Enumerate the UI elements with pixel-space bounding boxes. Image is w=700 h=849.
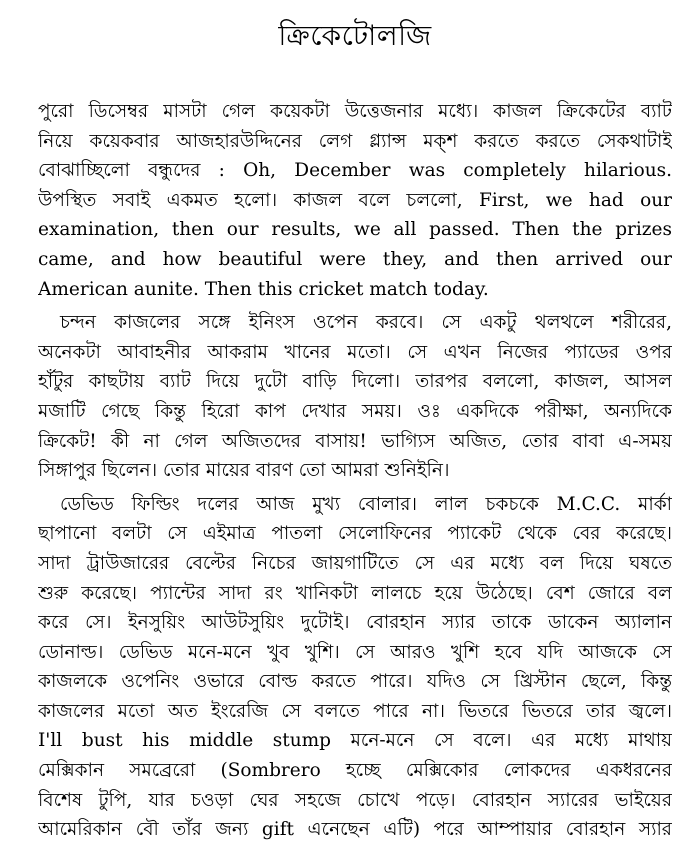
text-line: মেক্সিকান সমব্রেরো (Sombrero হচ্ছে মেক্সিকোর লোকদের একধরনের — [38, 760, 672, 782]
text-line: উপস্থিত সবাই একমত হলো। কাজল বলে চললো, First, we had our — [38, 189, 672, 211]
text-line: সিঙ্গাপুর ছিলেন। তোর মায়ের বারণ তো আমরা শুনিইনি। — [38, 460, 450, 482]
paragraph-2 — [38, 308, 672, 486]
text-line: করে সে। ইনসুয়িং আউটসুয়িং দুটোই। বোরহান স্যার তাকে ডাকেন অ্যালান — [38, 612, 672, 634]
text-line: কাজলকে ওপেনিং ওভারে বোল্ড করতে পারে। যদিও সে খ্রিস্টান ছেলে, কিন্তু — [38, 671, 672, 693]
paragraph-3 — [38, 490, 672, 845]
text-line: examination, then our results, we all passed. Then the prizes — [38, 219, 672, 241]
text-line: ছাপানো বলটা সে এইমাত্র পাতলা সেলোফিনের প্যাকেট থেকে বের করেছে। — [38, 523, 672, 545]
text-line: বিশেষ টুপি, যার চওড়া ঘের সহজে চোখে পড়ে। বোরহান স্যারের ভাইয়ের — [38, 789, 672, 811]
text-line: নিয়ে কয়েকবার আজহারউদ্দিনের লেগ গ্ল্যান্স মক্‌শ করতে করতে সেকথাটাই — [38, 130, 672, 152]
text-line: সাদা ট্রাউজারের বেল্টের নিচের জায়গাটিতে সে এর মধ্যে বল দিয়ে ঘষতে — [38, 552, 672, 574]
text-line: হাঁটুর কাছটায় ব্যাট দিয়ে দুটো বাড়ি দিলো। তারপর বললো, কাজল, আসল — [38, 371, 672, 393]
paragraph-1 — [38, 97, 672, 304]
text-line: I'll bust his middle stump মনে-মনে সে বলে। এর মধ্যে মাথায় — [38, 730, 672, 752]
text-line: শুরু করেছে। প্যান্টের সাদা রং খানিকটা লালচে হয়ে উঠেছে। বেশ জোরে বল — [38, 582, 672, 604]
text-line: ক্রিকেট! কী না গেল অজিতদের বাসায়! ভাগ্যিস অজিত, তোর বাবা এ-সময় — [38, 430, 672, 452]
text-line: ডেভিড ফিল্ডিং দলের আজ মুখ্য বোলার। লাল চকচকে M.C.C. মার্কা — [60, 493, 672, 515]
body-text — [38, 97, 672, 849]
text-line: মজাটি গেছে কিন্তু হিরো কাপ দেখার সময়। ওঃ একদিকে পরীক্ষা, অন্যদিকে — [38, 400, 672, 422]
text-line: অনেকটা আবাহনীর আকরাম খানের মতো। সে এখন নিজের প্যাডের ওপর — [38, 341, 672, 363]
text-line: আমেরিকান বৌ তাঁর জন্য gift এনেছেন এটি) পরে আম্পায়ার বোরহান স্যার — [38, 819, 672, 841]
text-line: ডোনাল্ড। ডেভিড মনে-মনে খুব খুশি। সে আরও খুশি হবে যদি আজকে সে — [38, 641, 672, 663]
text-line: বোঝাচ্ছিলো বন্ধুদের : Oh, December was completely hilarious. — [38, 160, 672, 182]
text-line: came, and how beautiful were they, and then arrived our — [38, 248, 672, 270]
text-line: চন্দন কাজলের সঙ্গে ইনিংস ওপেন করবে। সে একটু থলথলে শরীরের, — [60, 312, 672, 334]
text-line: American aunite. Then this cricket match today. — [38, 278, 489, 300]
page-title: ক্রিকেটোলজি — [278, 19, 432, 52]
text-line: পুরো ডিসেম্বর মাসটা গেল কয়েকটা উত্তেজনার মধ্যে। কাজল ক্রিকেটের ব্যাট — [38, 101, 672, 122]
text-line: কাজলের মতো অত ইংরেজি সে বলতে পারে না। ভিতরে ভিতরে তার জ্বলে। — [38, 700, 672, 722]
